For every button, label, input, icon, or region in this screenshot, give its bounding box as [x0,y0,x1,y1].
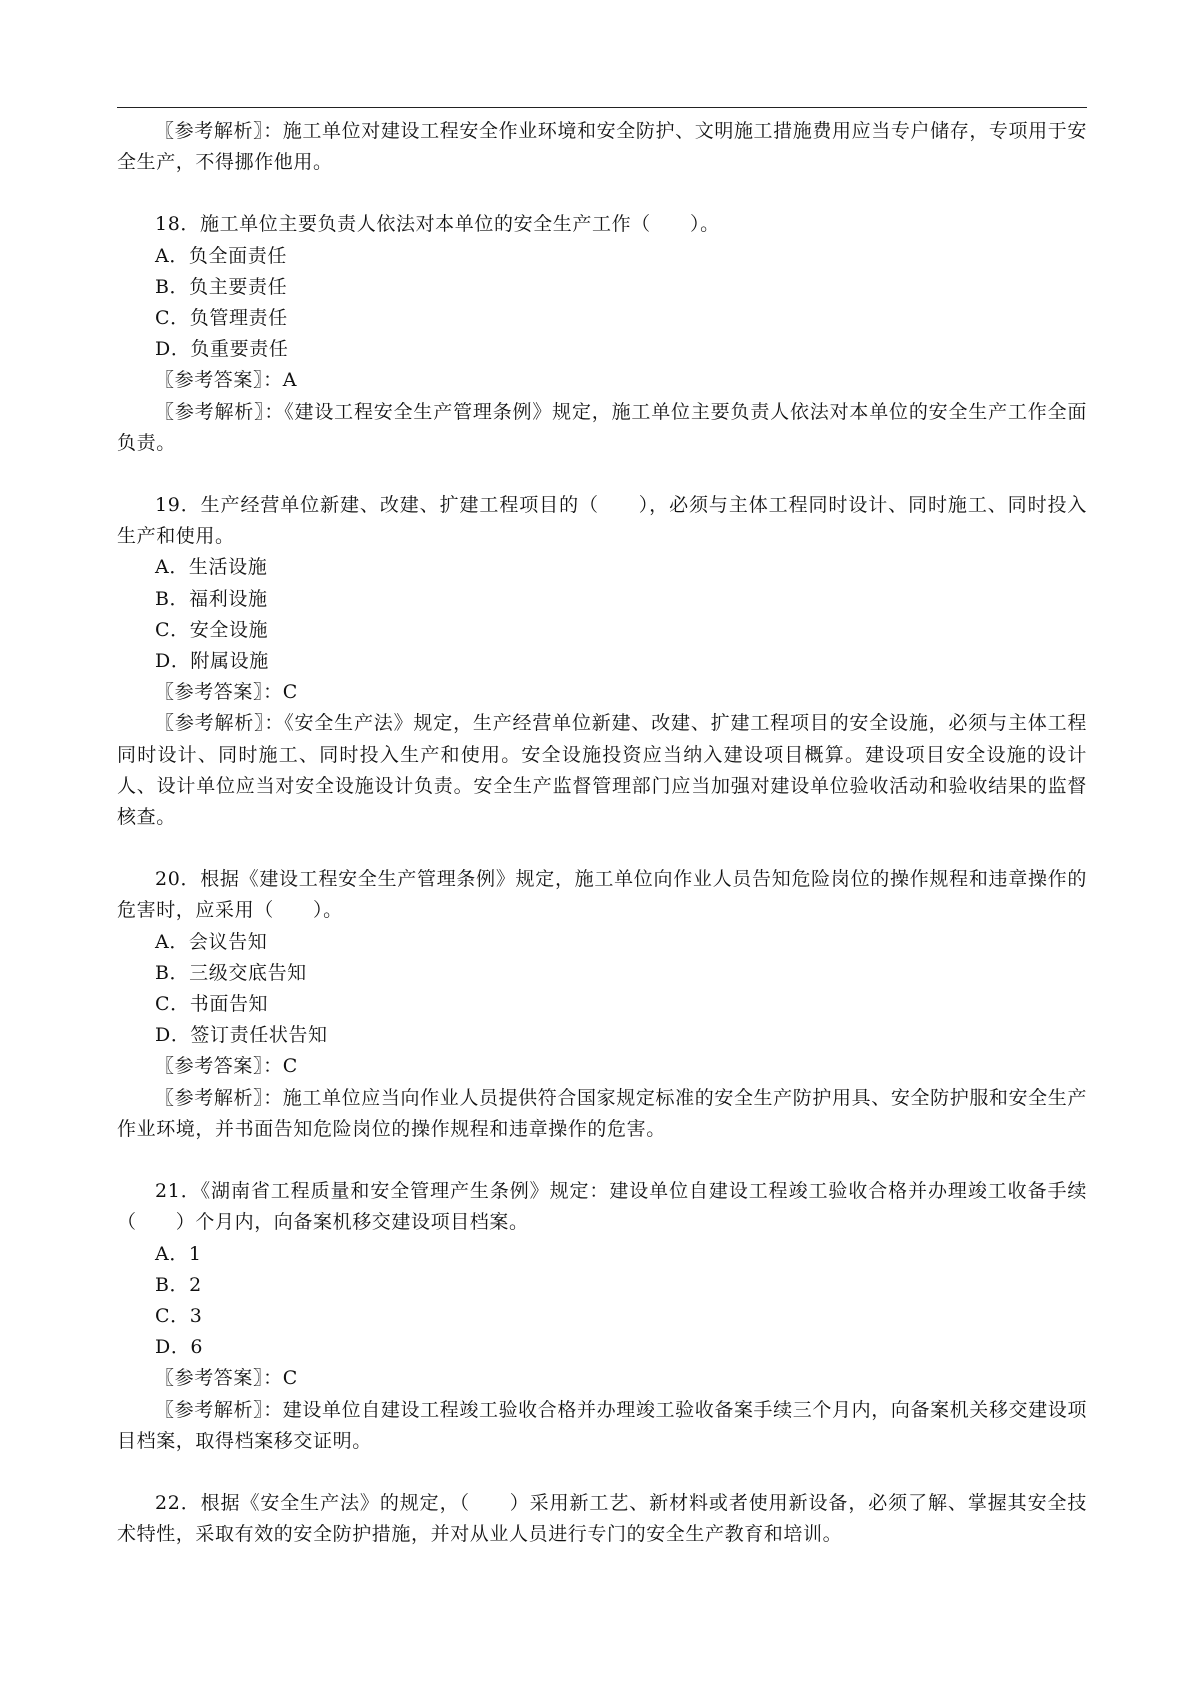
option-c: C．负管理责任 [155,307,288,330]
option-d: D．附属设施 [155,650,269,673]
reference-answer: 〖参考答案〗：A [155,369,298,392]
reference-analysis: 〖参考解析〗：施工单位应当向作业人员提供符合国家规定标准的安全生产防护用具、安全防护服和安全生产作业环境，并书面告知危险岗位的操作规程和违章操作的危害。 [117,1086,1087,1140]
reference-answer: 〖参考答案〗：C [155,1367,298,1390]
reference-answer: 〖参考答案〗：C [155,681,298,704]
option-a: A．负全面责任 [155,244,287,267]
option-a: A．1 [155,1242,202,1265]
option-c: C．3 [155,1304,203,1327]
option-b: B．福利设施 [155,587,268,610]
question-block-18 [117,209,1087,459]
reference-analysis: 〖参考解析〗：《建设工程安全生产管理条例》规定，施工单位主要负责人依法对本单位的安全生产工作全面负责。 [117,400,1087,454]
spacer [117,1457,1087,1488]
question-stem: 21．《湖南省工程质量和安全管理产生条例》规定：建设单位自建设工程竣工验收合格并办理竣工收备手续（ ）个月内，向备案机移交建设项目档案。 [117,1180,1087,1234]
question-block-21 [117,1176,1087,1457]
spacer [117,178,1087,209]
reference-answer: 〖参考答案〗：C [155,1055,298,1078]
reference-analysis: 〖参考解析〗：《安全生产法》规定，生产经营单位新建、改建、扩建工程项目的安全设施，必须与主体工程同时设计、同时施工、同时投入生产和使用。安全设施投资应当纳入建设项目概算。建设项目安全设施的设计人、设计单位应当对安全设施设计负责。安全生产监督管理部门应当加强对建设单位验收活动和验收结果的监督核查。 [117,712,1087,829]
option-b: B．负主要责任 [155,275,288,298]
option-d: D．负重要责任 [155,338,289,361]
spacer [117,833,1087,864]
option-d: D．签订责任状告知 [155,1024,328,1047]
option-a: A．生活设施 [155,556,268,579]
option-c: C．书面告知 [155,993,269,1016]
spacer [117,1145,1087,1176]
question-block-22 [117,1488,1087,1550]
document-page [117,107,1087,1550]
reference-analysis: 〖参考解析〗：建设单位自建设工程竣工验收合格并办理竣工验收备案手续三个月内，向备案机关移交建设项目档案，取得档案移交证明。 [117,1398,1087,1452]
header-rule [117,107,1087,108]
question-block-20 [117,864,1087,1145]
question-stem: 22．根据《安全生产法》的规定，（ ）采用新工艺、新材料或者使用新设备，必须了解、掌握其安全技术特性，采取有效的安全防护措施，并对从业人员进行专门的安全生产教育和培训。 [117,1491,1087,1546]
option-a: A．会议告知 [155,930,268,953]
intro-analysis: 〖参考解析〗：施工单位对建设工程安全作业环境和安全防护、文明施工措施费用应当专户储存，专项用于安全生产，不得挪作他用。 [117,120,1087,174]
option-b: B．2 [155,1273,202,1296]
option-d: D．6 [155,1336,204,1359]
question-stem: 18．施工单位主要负责人依法对本单位的安全生产工作（ ）。 [155,213,720,236]
question-stem: 19．生产经营单位新建、改建、扩建工程项目的（ ），必须与主体工程同时设计、同时施工、同时投入生产和使用。 [117,494,1087,548]
option-b: B．三级交底告知 [155,961,307,984]
question-stem: 20．根据《建设工程安全生产管理条例》规定，施工单位向作业人员告知危险岗位的操作规程和违章操作的危害时，应采用（ ）。 [117,868,1087,922]
question-block-19 [117,490,1087,833]
option-c: C．安全设施 [155,618,269,641]
spacer [117,459,1087,490]
